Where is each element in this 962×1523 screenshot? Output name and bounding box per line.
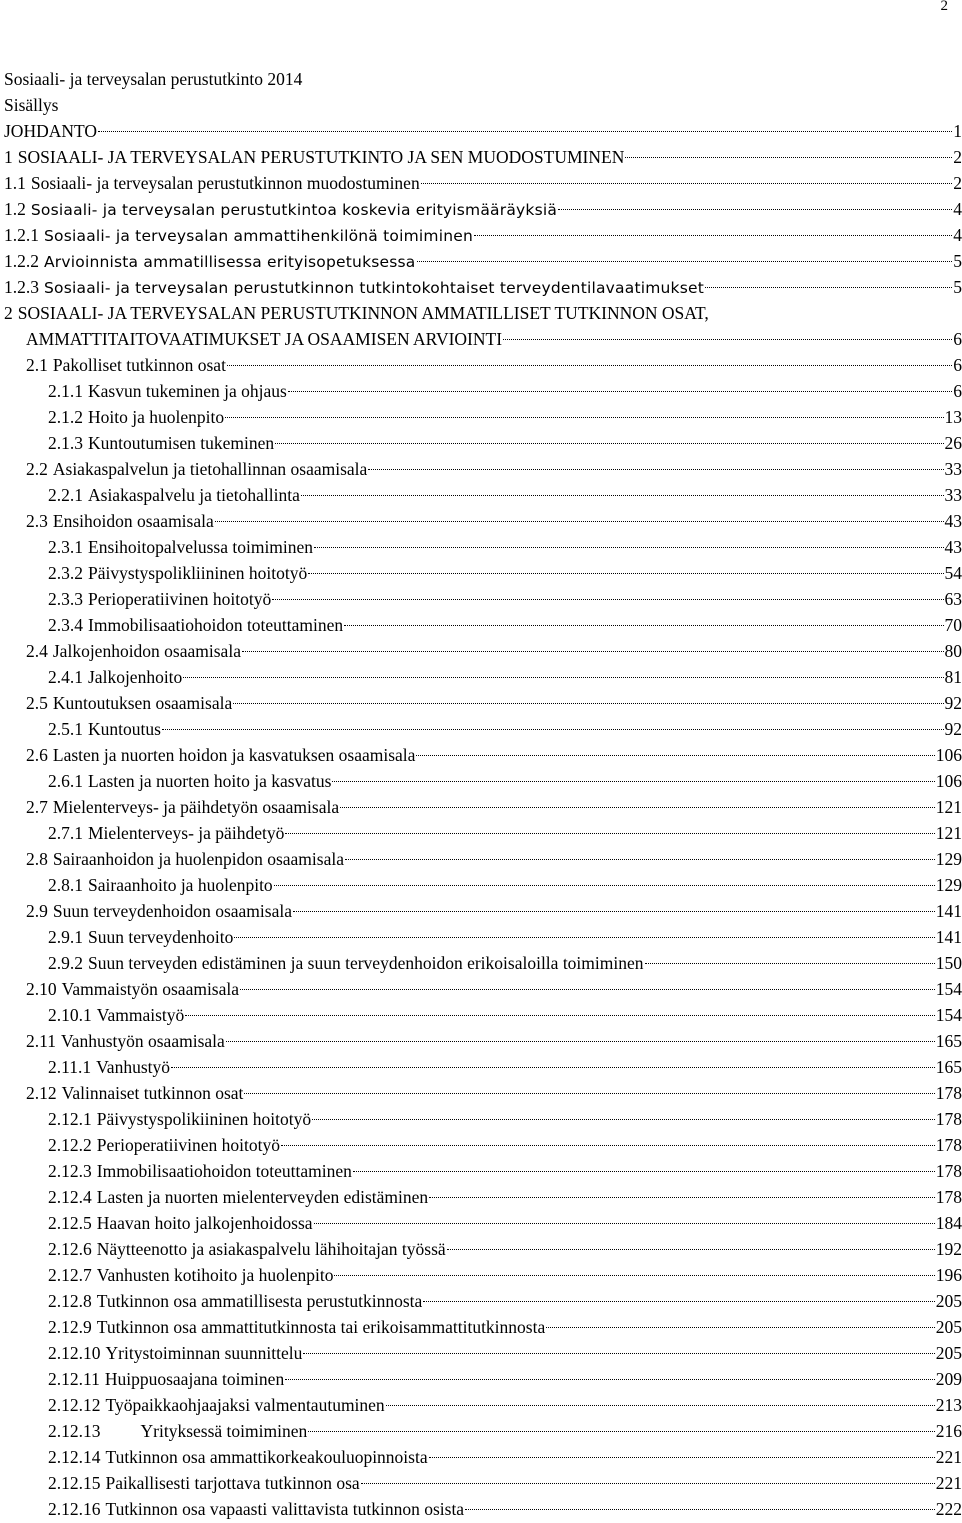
toc-entry-page: 6 <box>953 381 962 401</box>
toc-entry-number: 2.8 <box>26 849 48 869</box>
toc-entry-title: Näytteenotto ja asiakaspalvelu lähihoitajan työssä <box>96 1239 446 1259</box>
toc-entry-number: 2.5.1 <box>48 719 83 739</box>
dot-leader <box>227 365 952 366</box>
toc-entry-page: 205 <box>935 1291 962 1311</box>
toc-entry-number: 1 <box>4 147 13 167</box>
toc-entry-title: Hoito ja huolenpito <box>88 407 225 427</box>
toc-entry-title: Perioperatiivinen hoitotyö <box>96 1135 280 1155</box>
toc-entry-number: 1.2.1 <box>4 225 39 245</box>
toc-entry-page: 165 <box>935 1057 962 1077</box>
toc-entry-title: Kuntoutuksen osaamisala <box>52 693 233 713</box>
toc-entry-title: Ensihoitopalvelussa toimiminen <box>88 537 314 557</box>
toc-entry-number: 2.4.1 <box>48 667 83 687</box>
toc-entry-page: 129 <box>935 875 962 895</box>
toc-entry-title: Pakolliset tutkinnon osat <box>52 355 226 375</box>
toc-entry[interactable] <box>4 430 962 456</box>
toc-entry[interactable] <box>4 560 962 586</box>
toc-entry-title: Vanhustyön osaamisala <box>60 1031 225 1051</box>
dot-leader <box>421 183 953 184</box>
toc-entry-title: Vanhusten kotihoito ja huolenpito <box>96 1265 334 1285</box>
toc-entry[interactable] <box>4 274 962 300</box>
dot-leader <box>447 1249 935 1250</box>
toc-entry[interactable] <box>4 248 962 274</box>
toc-entry-number: 2.3.1 <box>48 537 83 557</box>
toc-entry-title: Jalkojenhoito <box>88 667 183 687</box>
toc-entry-title-continued: AMMATTITAITOVAATIMUKSET JA OSAAMISEN ARVIOINTI <box>26 329 503 349</box>
toc-entry-page: 121 <box>935 823 962 843</box>
dot-leader <box>162 729 944 730</box>
toc-entry-page: 150 <box>935 953 962 973</box>
toc-entry-page: 129 <box>935 849 962 869</box>
toc-entry-number: 2.12.9 <box>48 1317 92 1337</box>
toc-entry-title: Paikallisesti tarjottava tutkinnon osa <box>105 1473 360 1493</box>
dot-leader <box>275 443 943 444</box>
toc-entry-title: Immobilisaatiohoidon toteuttaminen <box>88 615 344 635</box>
toc-entry-number: 2.12.10 <box>48 1343 101 1363</box>
toc-entry-page: 2 <box>953 147 962 167</box>
toc-entry-page: 4 <box>953 225 962 245</box>
toc-entry-page: 54 <box>944 563 962 583</box>
toc-entry-title: Tutkinnon osa ammattitutkinnosta tai erikoisammattitutkinnosta <box>96 1317 546 1337</box>
toc-entry-page: 184 <box>935 1213 962 1233</box>
toc-entry-number: 2.9 <box>26 901 48 921</box>
dot-leader <box>416 755 934 756</box>
toc-entry-page: 205 <box>935 1343 962 1363</box>
toc-entry[interactable] <box>4 1028 962 1054</box>
toc-entry-number: 2.4 <box>26 641 48 661</box>
toc-entry-page: 178 <box>935 1161 962 1181</box>
dot-leader <box>625 157 952 158</box>
dot-leader <box>429 1197 935 1198</box>
toc-entry-title: Vanhustyö <box>96 1057 170 1077</box>
toc-entry[interactable] <box>4 690 962 716</box>
toc-entry[interactable] <box>4 170 962 196</box>
dot-leader <box>465 1509 935 1510</box>
toc-entry-number: 2.12.3 <box>48 1161 92 1181</box>
dot-leader <box>288 391 952 392</box>
dot-leader <box>285 833 934 834</box>
toc-entry[interactable] <box>4 1496 962 1522</box>
toc-entry-number: 2.3.4 <box>48 615 83 635</box>
toc-entry-number: 2.1.2 <box>48 407 83 427</box>
toc-entry[interactable] <box>4 976 962 1002</box>
toc-entry-page: 154 <box>935 979 962 999</box>
toc-entry-title: Lasten ja nuorten hoito ja kasvatus <box>88 771 332 791</box>
toc-entry-page: 178 <box>935 1187 962 1207</box>
toc-entry-page: 33 <box>944 485 962 505</box>
dot-leader <box>705 287 952 288</box>
toc-entry[interactable] <box>4 118 962 144</box>
toc-entry-title: Arvioinnista ammatillisessa erityisopetuksessa <box>44 253 416 271</box>
toc-entry-title: Työpaikkaohjaajaksi valmentautuminen <box>105 1395 385 1415</box>
toc-entry-page: 209 <box>935 1369 962 1389</box>
toc-entry-number: 2.12.8 <box>48 1291 92 1311</box>
dot-leader <box>226 1041 935 1042</box>
toc-entry-number: 2 <box>4 303 13 323</box>
toc-entry-number: 2.12.5 <box>48 1213 92 1233</box>
toc-entry-number: 2.5 <box>26 693 48 713</box>
toc-entry-title: Sairaanhoidon ja huolenpidon osaamisala <box>52 849 344 869</box>
toc-entry[interactable] <box>4 898 962 924</box>
toc-entry[interactable] <box>4 1132 962 1158</box>
toc-entry-line1 <box>4 300 962 326</box>
toc-entry[interactable] <box>4 300 962 352</box>
toc-entry-page: 165 <box>935 1031 962 1051</box>
toc-entry[interactable] <box>4 638 962 664</box>
toc-entry-title: Suun terveydenhoidon osaamisala <box>52 901 292 921</box>
toc-entry-title: Sairaanhoito ja huolenpito <box>88 875 273 895</box>
toc-entry-page: 222 <box>935 1499 962 1519</box>
toc-entry-title: Immobilisaatiohoidon toteuttaminen <box>96 1161 352 1181</box>
dot-leader <box>234 937 934 938</box>
toc-entry[interactable] <box>4 1392 962 1418</box>
toc-entry-number: 2.12.1 <box>48 1109 92 1129</box>
toc-entry-page: 2 <box>953 173 962 193</box>
toc-entry-page: 5 <box>953 277 962 297</box>
toc-entry-number: 2.3.2 <box>48 563 83 583</box>
toc-entry-number: 2.3.3 <box>48 589 83 609</box>
dot-leader <box>353 1171 935 1172</box>
toc-entry[interactable] <box>4 820 962 846</box>
toc-entry-number: 2.12.14 <box>48 1447 101 1467</box>
toc-entry[interactable] <box>4 1158 962 1184</box>
toc-entry-title: Mielenterveys- ja päihdetyö <box>88 823 285 843</box>
toc-entry[interactable] <box>4 508 962 534</box>
dot-leader <box>314 547 943 548</box>
toc-entry-title: SOSIAALI- JA TERVEYSALAN PERUSTUTKINTO JA SEN MUODOSTUMINEN <box>17 147 625 167</box>
toc-entry-title: Asiakaspalvelun ja tietohallinnan osaamisala <box>52 459 368 479</box>
dot-leader <box>244 1093 934 1094</box>
toc-entry-page: 106 <box>935 771 962 791</box>
toc-entry-title: SOSIAALI- JA TERVEYSALAN PERUSTUTKINNON AMMATILLISET TUTKINNON OSAT, <box>17 303 709 323</box>
toc-entry-page: 141 <box>935 927 962 947</box>
toc-entry-number: 2.6.1 <box>48 771 83 791</box>
toc-entry-number: 2.12.4 <box>48 1187 92 1207</box>
toc-entry-page: 141 <box>935 901 962 921</box>
toc-entry-title: Sosiaali- ja terveysalan perustutkintoa koskevia erityismääräyksiä <box>30 201 558 219</box>
toc-entry-title: Kuntoutus <box>88 719 161 739</box>
dot-leader <box>423 1301 934 1302</box>
toc-entry-title: Perioperatiivinen hoitotyö <box>88 589 272 609</box>
toc-entry[interactable] <box>4 1236 962 1262</box>
toc-entry[interactable] <box>4 716 962 742</box>
toc-entry-title: Jalkojenhoidon osaamisala <box>52 641 241 661</box>
toc-entry[interactable] <box>4 1470 962 1496</box>
dot-leader <box>368 469 943 470</box>
toc-entry-page: 121 <box>935 797 962 817</box>
toc-entry-title: Mielenterveys- ja päihdetyön osaamisala <box>52 797 340 817</box>
toc-entry[interactable] <box>4 456 962 482</box>
toc-entry-title: Sosiaali- ja terveysalan perustutkinnon muodostuminen <box>30 173 420 193</box>
toc-entry[interactable] <box>4 1340 962 1366</box>
toc-entry-number: 2.12.12 <box>48 1395 101 1415</box>
dot-leader <box>340 807 935 808</box>
toc-entry[interactable] <box>4 534 962 560</box>
toc-entry-title: Valinnaiset tutkinnon osat <box>61 1083 244 1103</box>
dot-leader <box>233 703 943 704</box>
toc-entry-number: 2.1.3 <box>48 433 83 453</box>
toc-entry[interactable] <box>4 196 962 222</box>
toc-entry-title: Tutkinnon osa ammatillisesta perustutkinnosta <box>96 1291 423 1311</box>
toc-entry[interactable] <box>4 872 962 898</box>
toc-entry-number: 1.2.2 <box>4 251 39 271</box>
toc-entry-number: 2.8.1 <box>48 875 83 895</box>
toc-entry-page: 63 <box>944 589 962 609</box>
toc-entry[interactable] <box>4 1106 962 1132</box>
toc-entry-number: 2.12.13 <box>48 1421 101 1441</box>
toc-entry-page: 1 <box>953 121 962 141</box>
toc-entry-number: 1.2.3 <box>4 277 39 297</box>
dot-leader <box>345 859 935 860</box>
toc-entry[interactable] <box>4 924 962 950</box>
toc-entry[interactable] <box>4 1366 962 1392</box>
toc-entry-title: JOHDANTO <box>4 121 98 141</box>
toc-entry[interactable] <box>4 222 962 248</box>
dot-leader <box>303 1353 934 1354</box>
toc-entry-number: 2.3 <box>26 511 48 531</box>
toc-entry-number: 2.12.2 <box>48 1135 92 1155</box>
toc-entry-title: Asiakaspalvelu ja tietohallinta <box>88 485 300 505</box>
toc-entry-page: 178 <box>935 1109 962 1129</box>
toc-entry[interactable] <box>4 1002 962 1028</box>
dot-leader <box>183 677 943 678</box>
toc-entry-line2 <box>4 326 962 352</box>
toc-entry[interactable] <box>4 1054 962 1080</box>
toc-entry[interactable] <box>4 950 962 976</box>
toc-entry-number: 2.11 <box>26 1031 56 1051</box>
toc-entry-page: 178 <box>935 1083 962 1103</box>
dot-leader <box>558 209 952 210</box>
toc-entry-title: Haavan hoito jalkojenhoidossa <box>96 1213 313 1233</box>
dot-leader <box>417 261 953 262</box>
toc-entry-title: Suun terveydenhoito <box>88 927 234 947</box>
toc-entry-number: 2.2 <box>26 459 48 479</box>
toc-entry-number: 2.1.1 <box>48 381 83 401</box>
toc-entry[interactable] <box>4 1184 962 1210</box>
toc-entry[interactable] <box>4 768 962 794</box>
toc-entry-page: 216 <box>935 1421 962 1441</box>
toc-entry-page: 80 <box>944 641 962 661</box>
toc-entry-number: 2.12 <box>26 1083 57 1103</box>
dot-leader <box>344 625 943 626</box>
toc-entry-title: Vammaistyön osaamisala <box>61 979 240 999</box>
dot-leader <box>308 573 943 574</box>
toc-entry-number: 2.7 <box>26 797 48 817</box>
dot-leader <box>293 911 935 912</box>
toc-entry[interactable] <box>4 1080 962 1106</box>
toc-entry[interactable] <box>4 144 962 170</box>
toc-entry[interactable] <box>4 1418 962 1444</box>
toc-entry[interactable] <box>4 482 962 508</box>
dot-leader <box>272 599 943 600</box>
toc-entry-title: Kasvun tukeminen ja ohjaus <box>88 381 287 401</box>
dot-leader <box>474 235 952 236</box>
toc-entry-title: Päivystyspolikliininen hoitotyö <box>88 563 308 583</box>
toc-entry-page: 81 <box>944 667 962 687</box>
toc-entry-title: Yritystoiminnan suunnittelu <box>105 1343 303 1363</box>
toc-entry[interactable] <box>4 1444 962 1470</box>
toc-entry-page: 5 <box>953 251 962 271</box>
toc-entry[interactable] <box>4 742 962 768</box>
toc-entry-page: 192 <box>935 1239 962 1259</box>
document-title: Sosiaali- ja terveysalan perustutkinto 2014 <box>4 69 303 89</box>
toc-entry-page: 92 <box>944 719 962 739</box>
toc-entry-number: 2.7.1 <box>48 823 83 843</box>
toc-entry-number: 2.12.11 <box>48 1369 100 1389</box>
toc-entry-page: 221 <box>935 1473 962 1493</box>
toc-entry-number: 2.11.1 <box>48 1057 92 1077</box>
dot-leader <box>301 495 944 496</box>
toc-entry-number: 2.9.2 <box>48 953 83 973</box>
toc-entry[interactable] <box>4 404 962 430</box>
dot-leader <box>215 521 944 522</box>
table-of-contents <box>4 118 962 1522</box>
toc-entry[interactable] <box>4 1262 962 1288</box>
toc-entry-page: 33 <box>944 459 962 479</box>
toc-entry-page: 6 <box>953 355 962 375</box>
dot-leader <box>334 1275 934 1276</box>
toc-entry-page: 70 <box>944 615 962 635</box>
dot-leader <box>361 1483 935 1484</box>
toc-entry-title: Yrityksessä toimiminen <box>140 1421 308 1441</box>
toc-entry-number: 2.10.1 <box>48 1005 92 1025</box>
toc-entry-page: 213 <box>935 1395 962 1415</box>
toc-entry-number: 2.12.6 <box>48 1239 92 1259</box>
toc-entry-title: Tutkinnon osa vapaasti valittavista tutkinnon osista <box>105 1499 465 1519</box>
toc-entry-title: Kuntoutumisen tukeminen <box>88 433 275 453</box>
toc-entry-title: Tutkinnon osa ammattikorkeakouluopinnoista <box>105 1447 428 1467</box>
toc-entry[interactable] <box>4 612 962 638</box>
toc-entry-title: Päivystyspolikiininen hoitotyö <box>96 1109 312 1129</box>
toc-entry-page: 205 <box>935 1317 962 1337</box>
dot-leader <box>429 1457 935 1458</box>
toc-entry-page: 221 <box>935 1447 962 1467</box>
dot-leader <box>314 1223 935 1224</box>
dot-leader <box>281 1145 935 1146</box>
dot-leader <box>225 417 943 418</box>
toc-entry-page: 6 <box>953 329 962 349</box>
dot-leader <box>312 1119 935 1120</box>
toc-entry-number: 2.12.15 <box>48 1473 101 1493</box>
dot-leader <box>285 1379 935 1380</box>
toc-entry-number: 1.2 <box>4 199 26 219</box>
dot-leader <box>171 1067 935 1068</box>
toc-entry-title: Sosiaali- ja terveysalan ammattihenkilönä toimiminen <box>44 227 473 245</box>
toc-entry-title: Sosiaali- ja terveysalan perustutkinnon tutkintokohtaiset terveydentilavaatimukset <box>44 279 705 297</box>
toc-entry[interactable] <box>4 1314 962 1340</box>
toc-entry-page: 196 <box>935 1265 962 1285</box>
toc-entry-page: 13 <box>944 407 962 427</box>
toc-entry-page: 106 <box>935 745 962 765</box>
dot-leader <box>503 339 952 340</box>
toc-entry-number: 2.1 <box>26 355 48 375</box>
toc-entry-number: 2.10 <box>26 979 57 999</box>
toc-entry-page: 43 <box>944 537 962 557</box>
dot-leader <box>98 131 952 132</box>
toc-heading: Sisällys <box>4 95 59 115</box>
toc-entry-title: Huippuosaajana toiminen <box>104 1369 285 1389</box>
toc-entry-page: 26 <box>944 433 962 453</box>
dot-leader <box>240 989 935 990</box>
dot-leader <box>386 1405 935 1406</box>
toc-entry-number: 2.6 <box>26 745 48 765</box>
toc-entry[interactable] <box>4 794 962 820</box>
page-number: 2 <box>940 0 948 14</box>
toc-entry-page: 92 <box>944 693 962 713</box>
dot-leader <box>332 781 934 782</box>
toc-entry-page: 4 <box>953 199 962 219</box>
toc-entry-title: Ensihoidon osaamisala <box>52 511 214 531</box>
dot-leader <box>546 1327 935 1328</box>
toc-entry[interactable] <box>4 586 962 612</box>
toc-entry-number: 2.9.1 <box>48 927 83 947</box>
dot-leader <box>242 651 944 652</box>
toc-entry-title: Vammaistyö <box>96 1005 185 1025</box>
toc-entry-number: 2.12.16 <box>48 1499 101 1519</box>
dot-leader <box>645 963 935 964</box>
toc-entry[interactable] <box>4 352 962 378</box>
toc-entry-number: 2.12.7 <box>48 1265 92 1285</box>
toc-entry-page: 154 <box>935 1005 962 1025</box>
toc-entry[interactable] <box>4 378 962 404</box>
toc-entry[interactable] <box>4 664 962 690</box>
toc-entry-page: 178 <box>935 1135 962 1155</box>
toc-entry-number: 2.2.1 <box>48 485 83 505</box>
toc-entry-title: Suun terveyden edistäminen ja suun terveydenhoidon erikoisaloilla toimiminen <box>88 953 644 973</box>
toc-entry[interactable] <box>4 1288 962 1314</box>
toc-entry-title: Lasten ja nuorten hoidon ja kasvatuksen osaamisala <box>52 745 416 765</box>
toc-entry-title: Lasten ja nuorten mielenterveyden edistäminen <box>96 1187 429 1207</box>
toc-entry-page: 43 <box>944 511 962 531</box>
toc-entry[interactable] <box>4 1210 962 1236</box>
dot-leader <box>185 1015 935 1016</box>
toc-entry[interactable] <box>4 846 962 872</box>
toc-entry-number: 1.1 <box>4 173 26 193</box>
dot-leader <box>308 1431 935 1432</box>
dot-leader <box>274 885 935 886</box>
